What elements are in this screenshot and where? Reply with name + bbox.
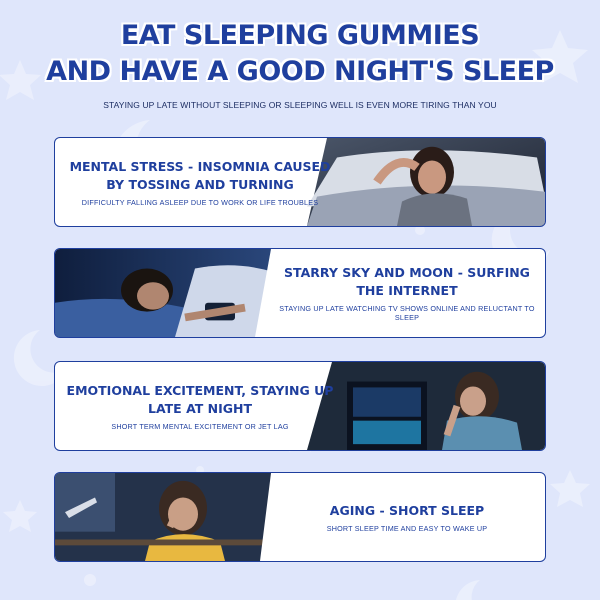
subtitle: STAYING UP LATE WITHOUT SLEEPING OR SLEEPING WELL IS EVEN MORE TIRING THAN YOU [103, 100, 497, 110]
card-text [267, 249, 546, 337]
woman-using-phone-in-bed-photo [55, 249, 291, 337]
card-description: DIFFICULTY FALLING ASLEEP DUE TO WORK OR LIFE TROUBLES [81, 197, 319, 207]
main-title-line-2: AND HAVE A GOOD NIGHT'S SLEEP [46, 56, 554, 87]
card-title: EMOTIONAL EXCITEMENT, STAYING UP LATE AT NIGHT [66, 382, 334, 416]
card-title: STARRY SKY AND MOON - SURFING THE INTERNET [284, 265, 530, 298]
card-description: SHORT TERM MENTAL EXCITEMENT OR JET LAG [111, 421, 289, 431]
main-title-line-1: EAT SLEEPING GUMMIES [120, 20, 480, 51]
cause-card-mental-stress [54, 137, 546, 227]
card-text [55, 138, 345, 226]
moon-icon [455, 580, 506, 600]
card-description: STAYING UP LATE WATCHING TV SHOWS ONLINE AND RELUCTANT TO SLEEP [279, 304, 535, 322]
card-text [55, 362, 345, 450]
cause-card-emotional-excitement [54, 361, 546, 451]
card-title: AGING - SHORT SLEEP [329, 502, 485, 518]
cause-card-surfing-internet [54, 248, 546, 338]
card-description: SHORT SLEEP TIME AND EASY TO WAKE UP [326, 523, 488, 533]
card-title: MENTAL STRESS - INSOMNIA CAUSED BY TOSSING AND TURNING [69, 158, 331, 192]
star-icon [3, 500, 37, 532]
woman-rubbing-eyes-at-desk-photo [55, 473, 291, 561]
star-icon [550, 470, 590, 507]
cause-card-aging [54, 472, 546, 562]
card-text [267, 473, 546, 561]
